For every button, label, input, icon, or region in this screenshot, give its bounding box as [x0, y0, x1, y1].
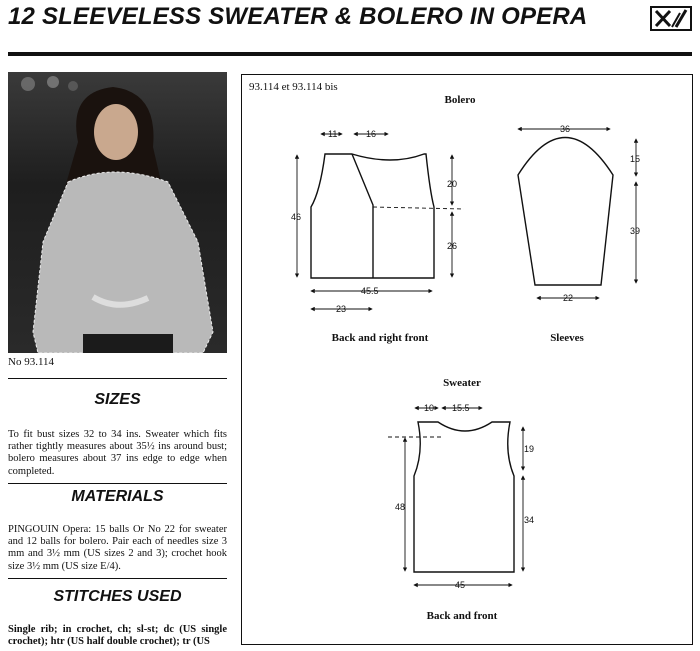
dim-label: 34	[524, 515, 535, 525]
sizes-heading: SIZES	[94, 391, 141, 408]
bolero-back-front-caption: Back and right front	[331, 332, 429, 344]
photo-caption: No 93.114	[8, 356, 55, 368]
dim-label: 48	[395, 502, 406, 512]
dim-label: 39	[630, 226, 641, 236]
materials-text: PINGOUIN Opera: 15 balls Or No 22 for sweater and 12 balls for bolero. Pair each of needles size 3 mm and 3½ mm (US sizes 2 and 3); crochet hook size 3½ mm (US size E/4).	[8, 524, 227, 572]
dim-label: 22	[563, 293, 574, 303]
dim-label: 10	[424, 403, 435, 413]
bolero-title: Bolero	[444, 94, 476, 106]
dim-label: 23	[336, 304, 347, 314]
dim-label: 11	[328, 129, 338, 139]
sweater-title: Sweater	[443, 377, 481, 389]
armhole-guide-line	[373, 207, 464, 209]
sizes-text: To fit bust sizes 32 to 34 ins. Sweater which fits rather tightly measures about 35½ ins around bust; bolero measures about 37 ins edge to edge when completed.	[8, 429, 227, 477]
bolero-front-edge	[352, 154, 373, 278]
dim-label: 26	[447, 241, 458, 251]
dim-label: 15	[630, 154, 641, 164]
dim-label: 16	[366, 129, 377, 139]
page-title: 12 SLEEVELESS SWEATER & BOLERO IN OPERA	[8, 3, 588, 30]
pattern-reference: 93.114 et 93.114 bis	[249, 81, 338, 93]
sleeves-caption: Sleeves	[550, 332, 584, 344]
materials-heading: MATERIALS	[71, 488, 164, 505]
sweater-caption: Back and front	[426, 610, 498, 622]
stitches-heading: STITCHES USED	[53, 588, 182, 605]
dim-label: 46	[291, 212, 302, 222]
dim-label: 19	[524, 444, 535, 454]
dim-label: 15.5	[452, 403, 470, 413]
sleeve-outline	[518, 138, 613, 286]
dim-label: 45	[455, 580, 466, 590]
dim-label: 36	[560, 124, 571, 134]
dim-label: 45.5	[361, 286, 379, 296]
stitches-text: Single rib; in crochet, ch; sl-st; dc (US single crochet); htr (US half double crochet); tr (US	[8, 624, 227, 648]
dim-label: 20	[447, 179, 458, 189]
sweater-outline	[414, 422, 514, 572]
